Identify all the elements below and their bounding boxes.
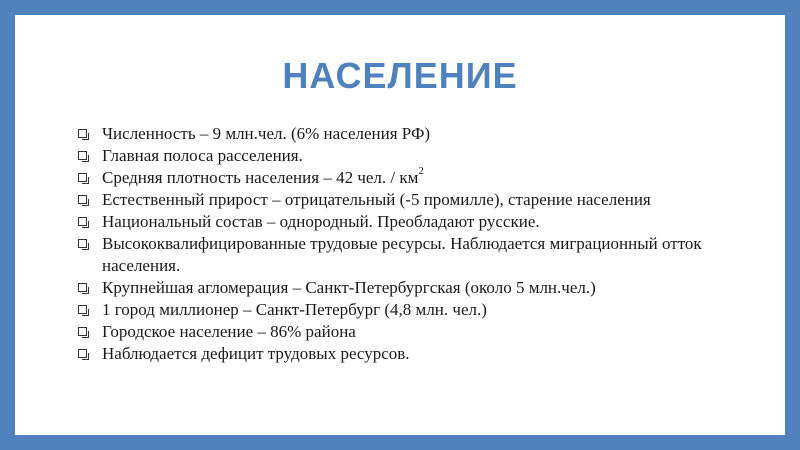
- checkbox-bullet-icon: [78, 283, 87, 292]
- bullet-item: [77, 167, 717, 189]
- bullet-item: [77, 233, 717, 277]
- bullet-text: Естественный прирост – отрицательный (-5 промилле), старение населения: [102, 190, 651, 209]
- checkbox-bullet-icon: [78, 217, 87, 226]
- checkbox-bullet-icon: [78, 195, 87, 204]
- bullet-item: [77, 211, 717, 233]
- bullet-item: [77, 321, 717, 343]
- bullet-item: [77, 343, 717, 365]
- checkbox-bullet-icon: [78, 349, 87, 358]
- checkbox-bullet-icon: [78, 239, 87, 248]
- checkbox-bullet-icon: [78, 327, 87, 336]
- superscript: 2: [418, 165, 424, 178]
- bullet-item: [77, 123, 717, 145]
- checkbox-bullet-icon: [78, 151, 87, 160]
- bullet-text: Высококвалифицированные трудовые ресурсы. Наблюдается миграционный отток населения.: [102, 234, 702, 275]
- bullet-list: [77, 123, 717, 365]
- bullet-text: Наблюдается дефицит трудовых ресурсов.: [102, 344, 410, 363]
- bullet-text: Крупнейшая агломерация – Санкт-Петербургская (около 5 млн.чел.): [102, 278, 596, 297]
- bullet-text: Национальный состав – однородный. Преобладают русские.: [102, 212, 540, 231]
- slide: [15, 15, 785, 435]
- bullet-item: [77, 189, 717, 211]
- bullet-text: Средняя плотность населения – 42 чел. / км: [102, 168, 419, 187]
- bullet-text: 1 город миллионер – Санкт-Петербург (4,8 млн. чел.): [102, 300, 487, 319]
- bullet-text: Городское население – 86% района: [102, 322, 356, 341]
- bullet-item: [77, 299, 717, 321]
- checkbox-bullet-icon: [78, 129, 87, 138]
- bullet-text: Численность – 9 млн.чел. (6% населения РФ): [102, 124, 431, 143]
- checkbox-bullet-icon: [78, 305, 87, 314]
- bullet-text: Главная полоса расселения.: [102, 146, 303, 165]
- checkbox-bullet-icon: [78, 173, 87, 182]
- bullet-item: [77, 145, 717, 167]
- bullet-item: [77, 277, 717, 299]
- slide-title: НАСЕЛЕНИЕ: [282, 55, 518, 96]
